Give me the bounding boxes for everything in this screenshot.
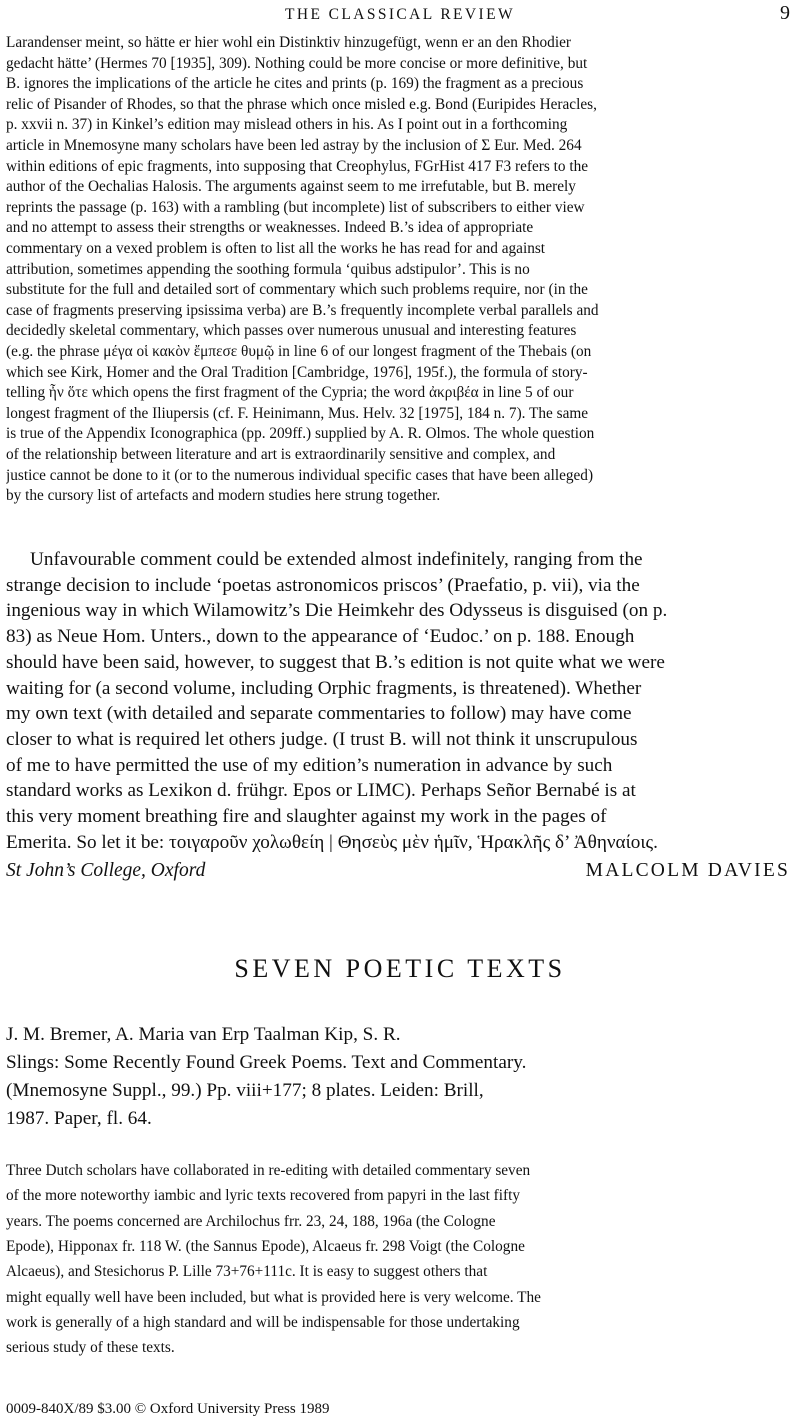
citation-line: J. M. Bremer, A. Maria van Erp Taalman Kip, S. R. <box>6 1024 401 1045</box>
text-line: Alcaeus), and Stesichorus P. Lille 73+76+111c. It is easy to suggest others that <box>6 1263 488 1281</box>
section-title: SEVEN POETIC TEXTS <box>234 954 566 983</box>
signature-institution: St John’s College, Oxford <box>6 860 206 881</box>
text-line: might equally well have been included, but what is provided here is very welcome. The <box>6 1288 541 1306</box>
text-line: justice cannot be done to it (or to the numerous individual specific cases that have been alleged) <box>6 466 594 484</box>
text-line: author of the Oechalias Halosis. The arguments against seem to me irrefutable, but B. merely <box>6 178 576 196</box>
text-line: waiting for (a second volume, including Orphic fragments, is threatened). Whether <box>6 677 642 699</box>
text-line: substitute for the full and detailed sort of commentary which such problems require, nor (in the <box>6 281 588 299</box>
text-line: Larandenser meint, so hätte er hier wohl ein Distinktiv hinzugefügt, wenn er an den Rhodier <box>6 34 571 51</box>
text-line: B. ignores the implications of the article he cites and prints (p. 169) the fragment as a precious <box>6 75 584 93</box>
text-line: years. The poems concerned are Archilochus frr. 23, 24, 188, 196a (the Cologne <box>6 1212 496 1230</box>
text-line: p. xxvii n. 37) in Kinkel’s edition may mislead others in his. As I point out in a forthcoming <box>6 116 568 134</box>
text-line: relic of Pisander of Rhodes, so that the phrase which once misled e.g. Bond (Euripides Heracles, <box>6 95 597 113</box>
text-line: which see Kirk, Homer and the Oral Tradition [Cambridge, 1976], 195f.), the formula of story- <box>6 363 588 381</box>
text-line: of the relationship between literature and art is extraordinarily sensitive and complex, and <box>6 446 556 463</box>
page-header <box>0 0 800 36</box>
text-line: work is generally of a high standard and will be indispensable for those undertaking <box>6 1313 520 1331</box>
text-line: decidedly skeletal commentary, which passes over numerous unusual and interesting features <box>6 322 577 340</box>
text-line: my own text (with detailed and separate commentaries to follow) may have come <box>6 703 632 725</box>
text-line: (e.g. the phrase μέγα οἱ κακὸν ἔμπεσε θυμῷ in line 6 of our longest fragment of the Thebais (on <box>6 343 592 360</box>
text-line: 83) as Neue Hom. Unters., down to the appearance of ‘Eudoc.’ on p. 188. Enough <box>6 626 635 648</box>
text-line: telling ἦν ὅτε which opens the first fragment of the Cypria; the word ἀκριβέα in line 5 of our <box>6 384 574 402</box>
text-line: article in Mnemosyne many scholars have been led astray by the inclusion of Σ Eur. Med. 264 <box>6 137 582 154</box>
page-number: 9 <box>780 2 790 24</box>
copyright-footer: 0009-840X/89 $3.00 © Oxford University Press 1989 <box>6 1401 330 1417</box>
text-line: is true of the Appendix Iconographica (pp. 209ff.) supplied by A. R. Olmos. The whole question <box>6 425 595 443</box>
citation-line: (Mnemosyne Suppl., 99.) Pp. viii+177; 8 plates. Leiden: Brill, <box>6 1080 484 1101</box>
text-line: this very moment breathing fire and slaughter against my work in the pages of <box>6 806 607 827</box>
text-line: attribution, sometimes appending the soothing formula ‘quibus adstipulor’. This is no <box>6 260 530 278</box>
text-line: serious study of these texts. <box>6 1339 175 1357</box>
citation-line: Slings: Some Recently Found Greek Poems. Text and Commentary. <box>6 1052 527 1073</box>
text-line: commentary on a vexed problem is often to list all the works he has read for and against <box>6 240 546 257</box>
text-line: by the cursory list of artefacts and modern studies here strung together. <box>6 487 441 505</box>
text-line: closer to what is required let others judge. (I trust B. will not think it unscrupulous <box>6 728 638 750</box>
citation-line: 1987. Paper, fl. 64. <box>6 1108 152 1129</box>
text-line: ingenious way in which Wilamowitz’s Die Heimkehr des Odysseus is disguised (on p. <box>6 600 668 622</box>
text-line: should have been said, however, to suggest that B.’s edition is not quite what we were <box>6 651 665 673</box>
text-line: gedacht hätte’ (Hermes 70 [1935], 309). Nothing could be more concise or more definitive, but <box>6 54 588 72</box>
text-line: reprints the passage (p. 163) with a rambling (but incomplete) list of subscribers to either view <box>6 198 585 216</box>
text-line: of the more noteworthy iambic and lyric texts recovered from papyri in the last fifty <box>6 1187 520 1205</box>
text-line: longest fragment of the Iliupersis (cf. F. Heinimann, Mus. Helv. 32 [1975], 184 n. 7). The same <box>6 404 589 422</box>
text-line: Unfavourable comment could be extended almost indefinitely, ranging from the <box>30 549 643 570</box>
text-line: case of fragments preserving ipsissima verba) are B.’s frequently incomplete verbal parallels and <box>6 301 599 319</box>
text-line: strange decision to include ‘poetas astronomicos priscos’ (Praefatio, p. vii), via the <box>6 574 640 596</box>
text-line: and no attempt to assess their strengths or weaknesses. Indeed B.’s idea of appropriate <box>6 219 534 237</box>
text-line: standard works as Lexikon d. frühgr. Epos or LIMC). Perhaps Señor Bernabé is at <box>6 780 636 802</box>
text-line: Emerita. So let it be: τοιγαροῦν χολωθείη | Θησεὺς μὲν ἡμῖν, Ἡρακλῆς δ’ Ἀθηναίοις. <box>6 831 658 853</box>
running-head: THE CLASSICAL REVIEW <box>285 6 515 23</box>
text-line: Epode), Hipponax fr. 118 W. (the Sannus Epode), Alcaeus fr. 298 Voigt (the Cologne <box>6 1237 525 1255</box>
signature-author: MALCOLM DAVIES <box>585 860 790 881</box>
text-line: of me to have permitted the use of my edition’s numeration in advance by such <box>6 754 613 776</box>
text-line: Three Dutch scholars have collaborated in re-editing with detailed commentary seven <box>6 1162 531 1179</box>
text-line: within editions of epic fragments, into supposing that Creophylus, FGrHist 417 F3 refers to the <box>6 157 589 175</box>
